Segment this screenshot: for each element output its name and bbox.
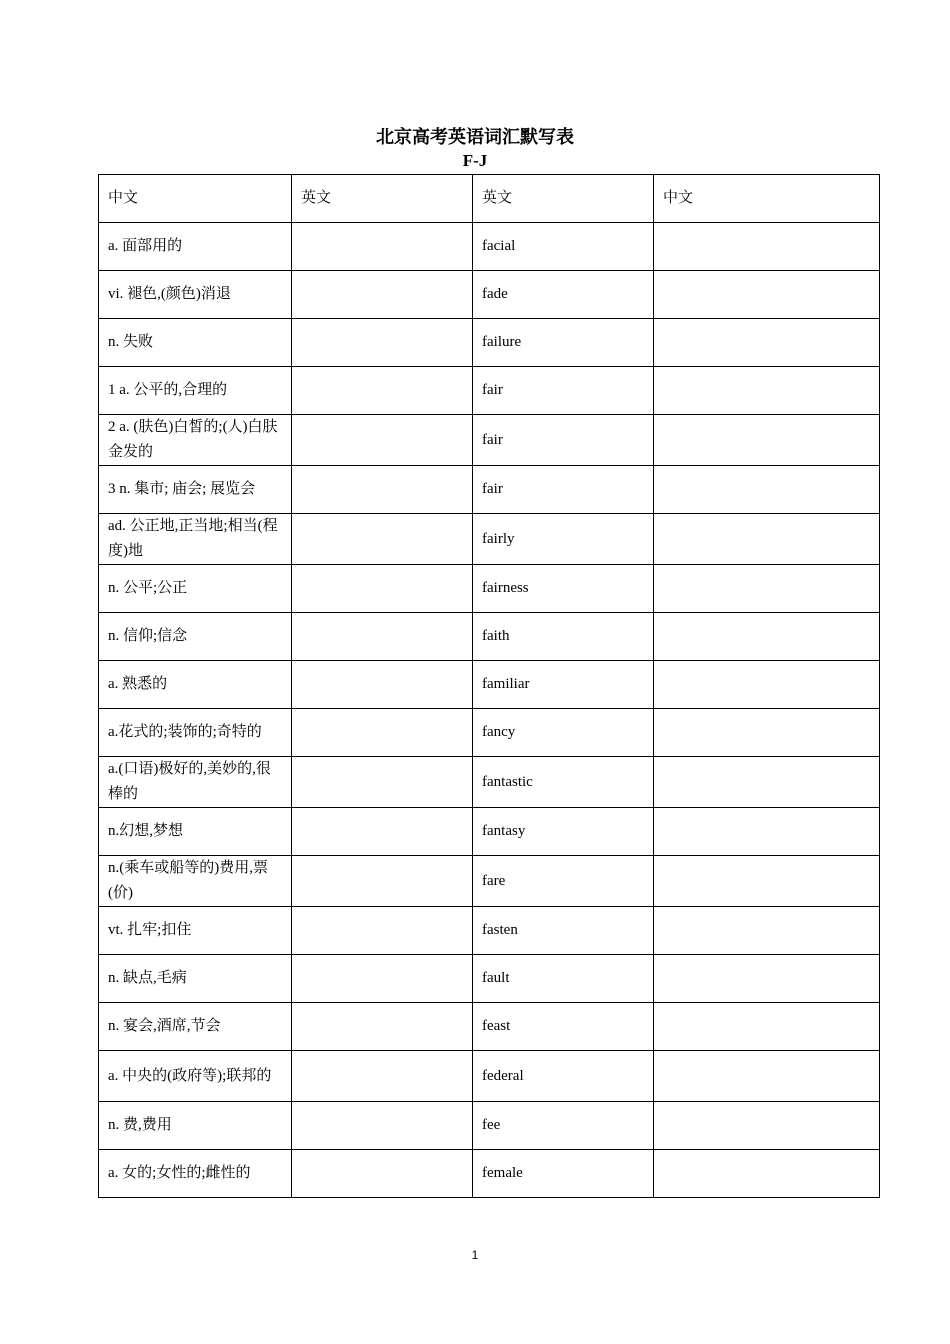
- table-row: [99, 514, 880, 565]
- english-word-cell: fasten: [473, 907, 654, 955]
- chinese-answer-cell[interactable]: [654, 856, 880, 907]
- english-answer-cell[interactable]: [292, 709, 473, 757]
- chinese-meaning-cell: a. 熟悉的: [99, 661, 292, 709]
- english-word-cell: fantasy: [473, 808, 654, 856]
- table-row: [99, 955, 880, 1003]
- table-row: [99, 1003, 880, 1051]
- english-answer-cell[interactable]: [292, 1102, 473, 1150]
- english-word-cell: fantastic: [473, 757, 654, 808]
- table-row: [99, 271, 880, 319]
- english-word-cell: facial: [473, 223, 654, 271]
- english-answer-cell[interactable]: [292, 1051, 473, 1102]
- english-word-cell: feast: [473, 1003, 654, 1051]
- chinese-answer-cell[interactable]: [654, 1003, 880, 1051]
- english-word-cell: fade: [473, 271, 654, 319]
- chinese-meaning-cell: n. 缺点,毛病: [99, 955, 292, 1003]
- chinese-answer-cell[interactable]: [654, 808, 880, 856]
- table-row: [99, 319, 880, 367]
- english-answer-cell[interactable]: [292, 907, 473, 955]
- english-answer-cell[interactable]: [292, 415, 473, 466]
- chinese-meaning-cell: n. 费,费用: [99, 1102, 292, 1150]
- chinese-answer-cell[interactable]: [654, 565, 880, 613]
- chinese-meaning-cell: vi. 褪色,(颜色)消退: [99, 271, 292, 319]
- table-row: [99, 808, 880, 856]
- english-word-cell: fee: [473, 1102, 654, 1150]
- chinese-meaning-cell: a. 面部用的: [99, 223, 292, 271]
- english-answer-cell[interactable]: [292, 514, 473, 565]
- chinese-meaning-cell: n.(乘车或船等的)费用,票(价): [99, 856, 292, 907]
- header-chinese: 中文: [99, 175, 292, 223]
- table-row: [99, 1150, 880, 1198]
- english-word-cell: fair: [473, 367, 654, 415]
- chinese-answer-cell[interactable]: [654, 1150, 880, 1198]
- header-english: 英文: [473, 175, 654, 223]
- english-word-cell: fault: [473, 955, 654, 1003]
- page-number: 1: [471, 1248, 479, 1262]
- english-word-cell: fair: [473, 466, 654, 514]
- chinese-answer-cell[interactable]: [654, 661, 880, 709]
- english-answer-cell[interactable]: [292, 223, 473, 271]
- english-answer-cell[interactable]: [292, 613, 473, 661]
- table-row: [99, 367, 880, 415]
- english-answer-cell[interactable]: [292, 367, 473, 415]
- chinese-answer-cell[interactable]: [654, 514, 880, 565]
- english-word-cell: federal: [473, 1051, 654, 1102]
- english-answer-cell[interactable]: [292, 808, 473, 856]
- english-answer-cell[interactable]: [292, 757, 473, 808]
- vocabulary-table: [98, 174, 880, 1198]
- chinese-answer-cell[interactable]: [654, 907, 880, 955]
- chinese-meaning-cell: a.(口语)极好的,美妙的,很棒的: [99, 757, 292, 808]
- chinese-answer-cell[interactable]: [654, 1102, 880, 1150]
- chinese-answer-cell[interactable]: [654, 709, 880, 757]
- english-word-cell: fairly: [473, 514, 654, 565]
- english-word-cell: faith: [473, 613, 654, 661]
- table-row: [99, 1051, 880, 1102]
- header-english: 英文: [292, 175, 473, 223]
- chinese-answer-cell[interactable]: [654, 1051, 880, 1102]
- english-answer-cell[interactable]: [292, 661, 473, 709]
- chinese-answer-cell[interactable]: [654, 955, 880, 1003]
- table-row: [99, 565, 880, 613]
- english-answer-cell[interactable]: [292, 271, 473, 319]
- page-title: 北京高考英语词汇默写表: [376, 127, 574, 147]
- chinese-meaning-cell: 2 a. (肤色)白皙的;(人)白肤金发的: [99, 415, 292, 466]
- chinese-meaning-cell: 3 n. 集市; 庙会; 展览会: [99, 466, 292, 514]
- vocabulary-table-body: [99, 175, 880, 1198]
- chinese-meaning-cell: 1 a. 公平的,合理的: [99, 367, 292, 415]
- english-word-cell: female: [473, 1150, 654, 1198]
- table-row: [99, 907, 880, 955]
- table-row: [99, 757, 880, 808]
- header-chinese: 中文: [654, 175, 880, 223]
- english-word-cell: fancy: [473, 709, 654, 757]
- english-answer-cell[interactable]: [292, 955, 473, 1003]
- chinese-meaning-cell: n. 宴会,酒席,节会: [99, 1003, 292, 1051]
- table-row: [99, 1102, 880, 1150]
- english-answer-cell[interactable]: [292, 1150, 473, 1198]
- chinese-answer-cell[interactable]: [654, 223, 880, 271]
- english-answer-cell[interactable]: [292, 466, 473, 514]
- chinese-meaning-cell: n.幻想,梦想: [99, 808, 292, 856]
- english-word-cell: failure: [473, 319, 654, 367]
- chinese-meaning-cell: n. 失败: [99, 319, 292, 367]
- table-row: [99, 223, 880, 271]
- chinese-answer-cell[interactable]: [654, 367, 880, 415]
- english-answer-cell[interactable]: [292, 565, 473, 613]
- chinese-answer-cell[interactable]: [654, 757, 880, 808]
- english-answer-cell[interactable]: [292, 856, 473, 907]
- english-word-cell: fair: [473, 415, 654, 466]
- table-row: [99, 466, 880, 514]
- page-subtitle: F-J: [462, 151, 488, 170]
- table-header-row: [99, 175, 880, 223]
- chinese-answer-cell[interactable]: [654, 319, 880, 367]
- chinese-meaning-cell: n. 信仰;信念: [99, 613, 292, 661]
- table-row: [99, 856, 880, 907]
- table-row: [99, 613, 880, 661]
- english-word-cell: fare: [473, 856, 654, 907]
- chinese-answer-cell[interactable]: [654, 271, 880, 319]
- chinese-meaning-cell: vt. 扎牢;扣住: [99, 907, 292, 955]
- chinese-answer-cell[interactable]: [654, 613, 880, 661]
- table-row: [99, 661, 880, 709]
- chinese-answer-cell[interactable]: [654, 415, 880, 466]
- english-word-cell: fairness: [473, 565, 654, 613]
- table-row: [99, 415, 880, 466]
- english-answer-cell[interactable]: [292, 1003, 473, 1051]
- english-answer-cell[interactable]: [292, 319, 473, 367]
- chinese-meaning-cell: a. 女的;女性的;雌性的: [99, 1150, 292, 1198]
- chinese-answer-cell[interactable]: [654, 466, 880, 514]
- table-row: [99, 709, 880, 757]
- chinese-meaning-cell: ad. 公正地,正当地;相当(程度)地: [99, 514, 292, 565]
- chinese-meaning-cell: a.花式的;装饰的;奇特的: [99, 709, 292, 757]
- chinese-meaning-cell: a. 中央的(政府等);联邦的: [99, 1051, 292, 1102]
- chinese-meaning-cell: n. 公平;公正: [99, 565, 292, 613]
- english-word-cell: familiar: [473, 661, 654, 709]
